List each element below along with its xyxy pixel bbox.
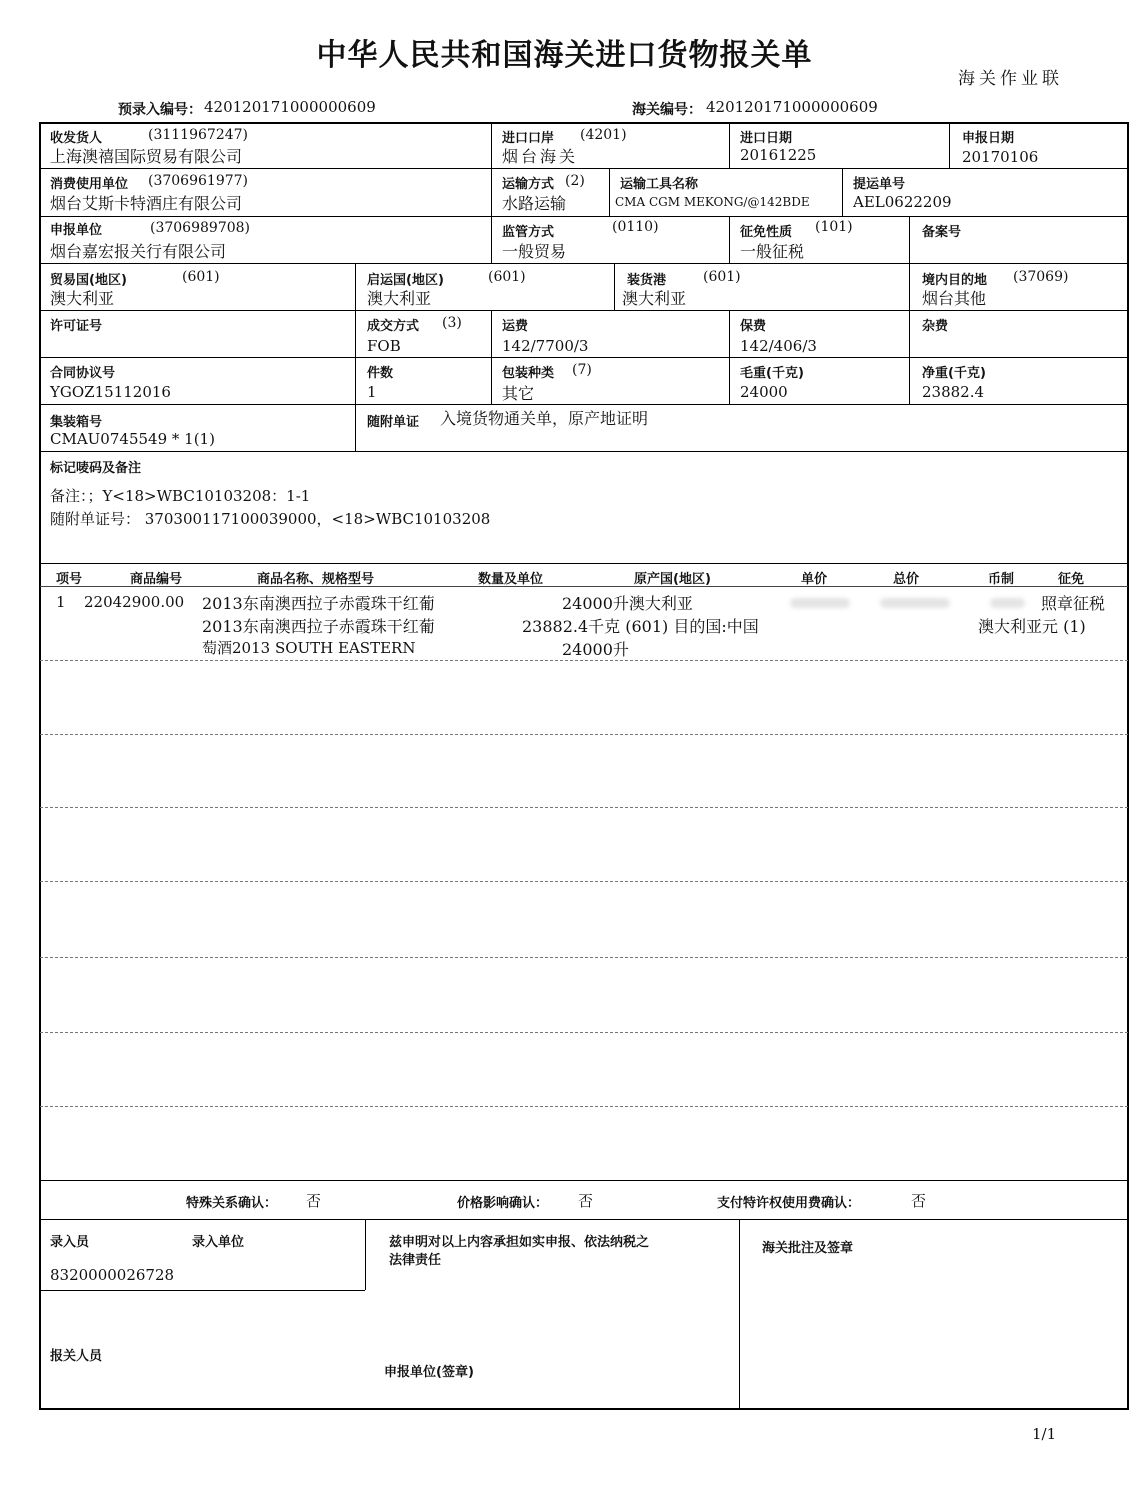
entry-clerk-label: 录入员 (50, 1235, 90, 1250)
misc-fee-label: 杂费 (922, 319, 949, 334)
net-weight-label: 净重(千克) (922, 366, 986, 381)
insurance-label: 保费 (740, 319, 767, 334)
col-divider (491, 216, 492, 263)
item-separator (40, 1106, 1128, 1107)
special-relation-value: 否 (306, 1192, 322, 1210)
col-divider (909, 310, 910, 404)
destination-code: (37069) (1013, 269, 1069, 285)
vessel-label: 运输工具名称 (620, 177, 699, 192)
col-item-no: 项号 (56, 572, 83, 587)
declaration-line-2: 法律责任 (389, 1253, 442, 1268)
royalty-value: 否 (911, 1192, 927, 1210)
remarks-line-2: 随附单证号： 370300117100039000，<18>WBC10103208 (50, 510, 491, 528)
package-type-label: 包装种类 (502, 366, 555, 381)
goods-header-divider (40, 586, 1128, 587)
attached-docs-label: 随附单证 (367, 415, 420, 430)
container-number: CMAU0745549 * 1(1) (50, 430, 215, 448)
col-divider (355, 404, 356, 451)
col-divider (909, 216, 910, 263)
col-divider (355, 310, 356, 404)
row-divider (40, 310, 1128, 311)
loading-port: 澳大利亚 (622, 289, 687, 308)
copy-label: 海关作业联 (958, 69, 1063, 89)
insurance: 142/406/3 (740, 337, 817, 355)
col-currency: 币制 (988, 572, 1015, 587)
row-divider (40, 1290, 365, 1291)
col-hs-code: 商品编号 (130, 572, 183, 587)
goods-currency: 澳大利亚元 (1) (978, 617, 1086, 636)
net-weight: 23882.4 (922, 383, 985, 401)
row-divider (40, 263, 1128, 264)
item-separator (40, 957, 1128, 958)
transport-mode-label: 运输方式 (502, 177, 555, 192)
customs-broker-label: 报关人员 (50, 1349, 103, 1364)
gross-weight-label: 毛重(千克) (740, 366, 804, 381)
royalty-label: 支付特许权使用费确认： (717, 1196, 861, 1211)
vessel-name: CMA CGM MEKONG/@142BDE (615, 195, 810, 209)
declarant-name: 烟台嘉宏报关行有限公司 (50, 242, 227, 261)
row-divider (40, 168, 1128, 169)
price-impact-label: 价格影响确认： (457, 1196, 549, 1211)
pre-entry-label: 预录入编号： (118, 102, 202, 118)
remarks-label: 标记唛码及备注 (50, 461, 142, 476)
price-impact-value: 否 (578, 1192, 594, 1210)
loading-port-label: 装货港 (627, 273, 667, 288)
redacted-unit-price (790, 598, 850, 608)
container-label: 集装箱号 (50, 415, 103, 430)
col-divider (614, 263, 615, 310)
loading-port-code: (601) (703, 269, 741, 285)
declaration-line-1: 兹申明对以上内容承担如实申报、依法纳税之 (389, 1235, 650, 1250)
col-divider (729, 123, 730, 168)
entry-id: 8320000026728 (50, 1266, 175, 1284)
col-divider (491, 310, 492, 404)
item-separator (40, 1032, 1128, 1033)
item-separator (40, 881, 1128, 882)
col-divider (739, 1219, 740, 1409)
port-name: 烟台海关 (502, 147, 579, 166)
col-divider (909, 263, 910, 310)
transport-mode-code: (2) (565, 173, 585, 189)
document-title: 中华人民共和国海关进口货物报关单 (316, 38, 813, 73)
contract-label: 合同协议号 (50, 366, 116, 381)
customs-number-label: 海关编号： (632, 102, 702, 118)
bill-of-lading-label: 提运单号 (853, 177, 906, 192)
row-divider (40, 357, 1128, 358)
trade-country-code: (601) (182, 269, 220, 285)
terms-code: (3) (442, 315, 462, 331)
col-divider (355, 263, 356, 310)
license-label: 许可证号 (50, 319, 103, 334)
consumer-label: 消费使用单位 (50, 177, 129, 192)
item-separator (40, 734, 1128, 735)
origin-country-code: (601) (488, 269, 526, 285)
col-divider (842, 168, 843, 216)
transaction-terms: FOB (367, 337, 401, 355)
row-divider (40, 216, 1128, 217)
goods-name-line-1: 2013东南澳西拉子赤霞珠干红葡 (202, 594, 435, 613)
record-number-label: 备案号 (922, 225, 962, 240)
attached-docs: 入境货物通关单，原产地证明 (440, 409, 649, 428)
destination-label: 境内目的地 (922, 273, 988, 288)
trade-country-label: 贸易国(地区) (50, 273, 127, 288)
supervision-label: 监管方式 (502, 225, 555, 240)
package-count: 1 (367, 383, 377, 401)
levy-nature: 一般征税 (740, 242, 805, 261)
col-divider (491, 168, 492, 216)
declarant-code: (3706989708) (150, 220, 250, 236)
goods-name-line-3: 萄酒2013 SOUTH EASTERN (202, 639, 416, 657)
row-divider (40, 563, 1128, 564)
col-divider (609, 168, 610, 216)
col-divider (491, 123, 492, 168)
row-divider (40, 404, 1128, 405)
goods-hs-code: 22042900.00 (84, 593, 185, 611)
customs-number: 420120171000000609 (706, 98, 878, 116)
redacted-currency (990, 598, 1025, 608)
col-product-name: 商品名称、规格型号 (257, 572, 375, 587)
freight-label: 运费 (502, 319, 529, 334)
declare-date-label: 申报日期 (962, 131, 1015, 146)
transport-mode: 水路运输 (502, 194, 567, 213)
trade-country: 澳大利亚 (50, 289, 115, 308)
col-divider (949, 123, 950, 168)
consignee-code: (3111967247) (148, 127, 248, 143)
form-frame (39, 122, 1129, 1410)
package-type: 其它 (502, 384, 535, 403)
col-unit-price: 单价 (801, 572, 828, 587)
terms-label: 成交方式 (367, 319, 420, 334)
row-divider (40, 1180, 1128, 1181)
origin-country-label: 启运国(地区) (367, 273, 444, 288)
col-levy: 征免 (1058, 572, 1085, 587)
bill-of-lading-number: AEL0622209 (853, 193, 952, 211)
consumer-name: 烟台艾斯卡特酒庄有限公司 (50, 194, 243, 213)
import-date-label: 进口日期 (740, 131, 793, 146)
consignee-name: 上海澳禧国际贸易有限公司 (50, 147, 243, 166)
row-divider (40, 451, 1128, 452)
redacted-total-price (880, 598, 950, 608)
import-date: 20161225 (740, 146, 817, 164)
goods-qty-line-2: 23882.4千克 (601) 目的国:中国 (522, 617, 759, 636)
goods-qty-line-1: 24000升澳大利亚 (562, 594, 693, 613)
row-divider (40, 1219, 1128, 1220)
customs-approval-label: 海关批注及签章 (762, 1241, 854, 1256)
goods-item-no: 1 (56, 593, 66, 611)
entry-unit-label: 录入单位 (192, 1235, 245, 1250)
goods-name-line-2: 2013东南澳西拉子赤霞珠干红葡 (202, 617, 435, 636)
consumer-code: (3706961977) (148, 173, 248, 189)
port-label: 进口口岸 (502, 131, 555, 146)
special-relation-label: 特殊关系确认： (186, 1196, 278, 1211)
package-type-code: (7) (572, 362, 592, 378)
col-total-price: 总价 (893, 572, 920, 587)
declarant-label: 申报单位 (50, 223, 103, 238)
contract-number: YGOZ15112016 (50, 383, 171, 401)
freight: 142/7700/3 (502, 337, 589, 355)
goods-levy: 照章征税 (1041, 594, 1106, 613)
remarks-line-1: 备注：；Y<18>WBC10103208：1-1 (50, 487, 311, 505)
col-divider (729, 216, 730, 263)
supervision-mode: 一般贸易 (502, 242, 567, 261)
port-code: (4201) (580, 127, 627, 143)
consignee-label: 收发货人 (50, 131, 103, 146)
col-divider (365, 1219, 366, 1290)
col-origin: 原产国(地区) (634, 572, 711, 587)
item-separator (40, 660, 1128, 661)
pre-entry-number: 420120171000000609 (204, 98, 376, 116)
item-separator (40, 807, 1128, 808)
packages-label: 件数 (367, 366, 394, 381)
col-divider (729, 310, 730, 404)
col-quantity: 数量及单位 (478, 572, 544, 587)
levy-nature-code: (101) (815, 219, 853, 235)
declarant-seal-label: 申报单位(签章) (384, 1365, 474, 1380)
page-number: 1/1 (1032, 1425, 1057, 1443)
origin-country: 澳大利亚 (367, 289, 432, 308)
gross-weight: 24000 (740, 383, 788, 401)
levy-nature-label: 征免性质 (740, 225, 793, 240)
supervision-code: (0110) (612, 219, 659, 235)
goods-qty-line-3: 24000升 (562, 640, 629, 659)
destination: 烟台其他 (922, 289, 987, 308)
declare-date: 20170106 (962, 148, 1039, 166)
